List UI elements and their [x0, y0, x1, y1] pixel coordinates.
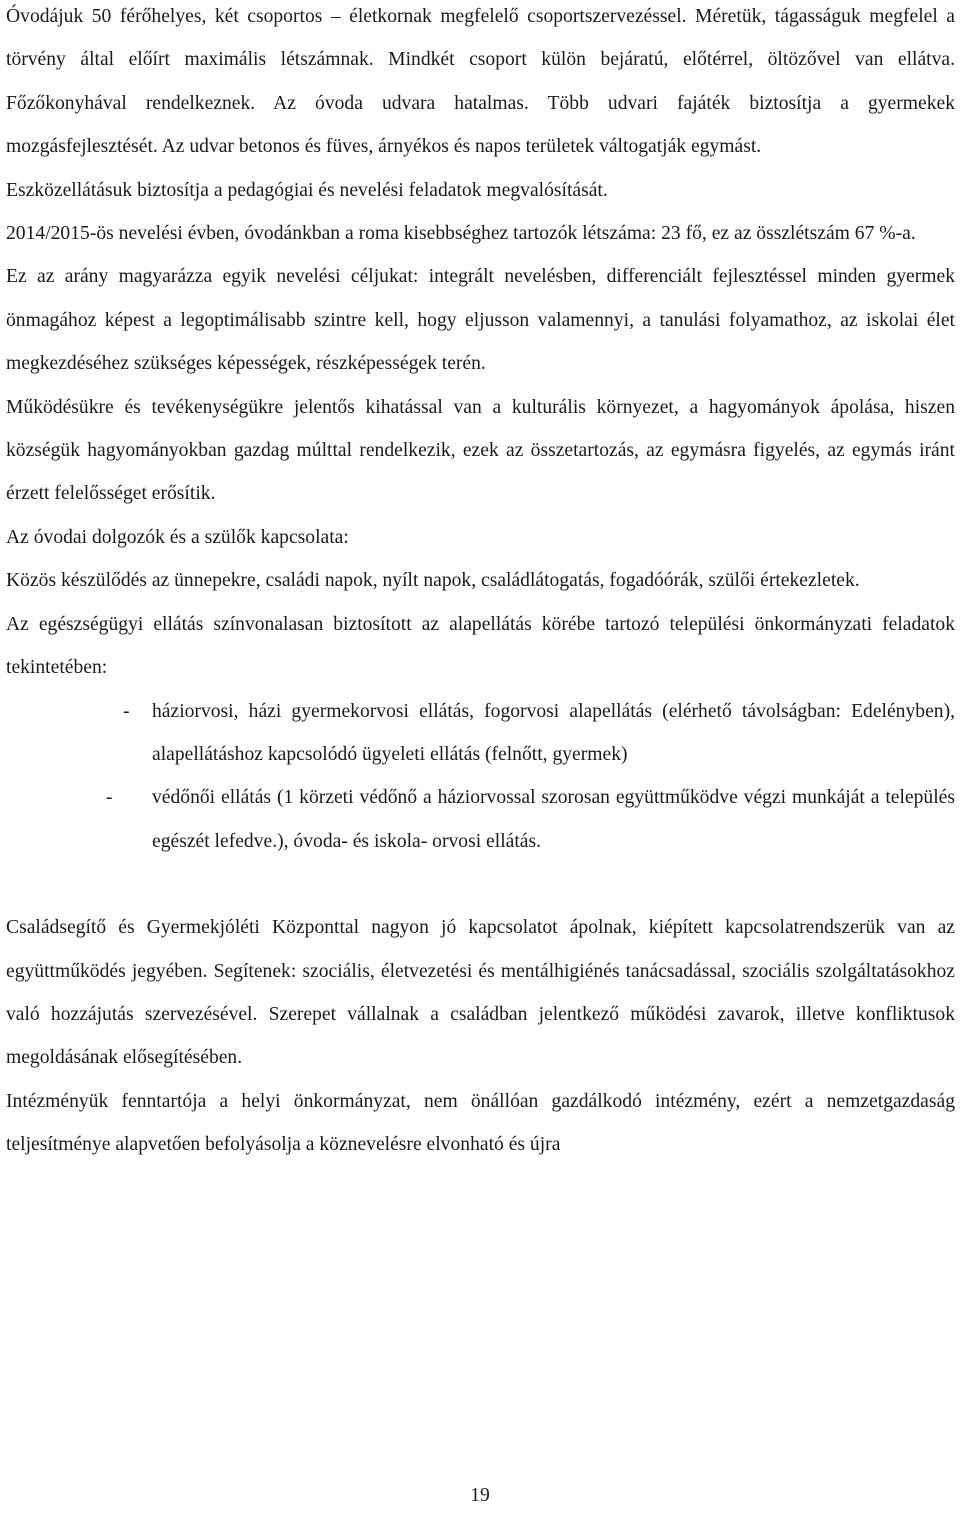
document-page — [6, 0, 955, 1167]
health-services-list — [6, 690, 955, 864]
list-item — [6, 776, 955, 863]
paragraph-health-care: Az egészségügyi ellátás színvonalasan biztosított az alapellátás körébe tartozó települési önkormányzati feladatok tekintetében: — [6, 613, 955, 679]
list-item-text: háziorvosi, házi gyermekorvosi ellátás, fogorvosi alapellátás (elérhető távolságban: Edelényben), alapellátáshoz kapcsolódó ügyeleti ellátás (felnőtt, gyermek) — [152, 700, 955, 765]
paragraph-kindergarten-capacity: Óvodájuk 50 férőhelyes, két csoportos – életkornak megfelelő csoportszervezéssel. Méretük, tágasságuk megfelel a törvény által előírt maximális létszámnak. Mindkét csoport külön bejáratú, előtérrel, öltözővel van ellátva. Főzőkonyhával rendelkeznek. Az óvoda udvara hatalmas. Több udvari fajáték biztosítja a gyermekek mozgásfejlesztését. Az udvar betonos és füves, árnyékos és napos területek váltogatják egymást. — [6, 6, 955, 158]
paragraph-maintainer: Intézményük fenntartója a helyi önkormányzat, nem önállóan gazdálkodó intézmény, ezért a nemzetgazdaság teljesítménye alapvetően befolyásolja a köznevelésre elvonható és újra — [6, 1090, 955, 1156]
list-item-text: védőnői ellátás (1 körzeti védőnő a háziorvossal szorosan együttműködve végzi munkáját a település egészét lefedve.), óvoda- és iskola- orvosi ellátás. — [152, 787, 955, 852]
paragraph-cultural-environment: Működésükre és tevékenységükre jelentős kihatással van a kulturális környezet, a hagyományok ápolása, hiszen községük hagyományokban gazdag múlttal rendelkezik, ezek az összetartozás, az egymásra figyelés, az egymás iránt érzett felelősséget erősítik. — [6, 396, 955, 505]
page-number: 19 — [470, 1485, 490, 1506]
paragraph-roma-ratio: 2014/2015-ös nevelési évben, óvodánkban a roma kisebbséghez tartozók létszáma: 23 fő, ez az összlétszám 67 %-a. — [6, 223, 916, 245]
paragraph-parents-activities: Közös készülődés az ünnepekre, családi napok, nyílt napok, családlátogatás, fogadóórák, szülői értekezletek. — [6, 570, 860, 592]
list-bullet: - — [106, 787, 113, 809]
paragraph-educational-goal: Ez az arány magyarázza egyik nevelési céljukat: integrált nevelésben, differenciált fejlesztéssel minden gyermek önmagához képest a legoptimálisabb szintre kell, hogy eljusson valamennyi, a tanulási folyamathoz, az iskolai élet megkezdéséhez szükséges képességek, részképességek terén. — [6, 266, 955, 375]
paragraph-spacer — [6, 863, 955, 906]
list-item — [6, 690, 955, 777]
paragraph-family-support: Családsegítő és Gyermekjóléti Központtal nagyon jó kapcsolatot ápolnak, kiépített kapcsolatrendszerük van az együttműködés jegyében. Segítenek: szociális, életvezetési és mentálhigiénés tanácsadással, szociális szolgáltatásokhoz való hozzájutás szervezésével. Szerepet vállalnak a családban jelentkező működési zavarok, illetve konfliktusok megoldásának elősegítésében. — [6, 917, 955, 1069]
paragraph-equipment: Eszközellátásuk biztosítja a pedagógiai és nevelési feladatok megvalósítását. — [6, 179, 608, 201]
paragraph-parents-heading: Az óvodai dolgozók és a szülők kapcsolata: — [6, 526, 349, 548]
list-bullet: - — [123, 700, 130, 722]
